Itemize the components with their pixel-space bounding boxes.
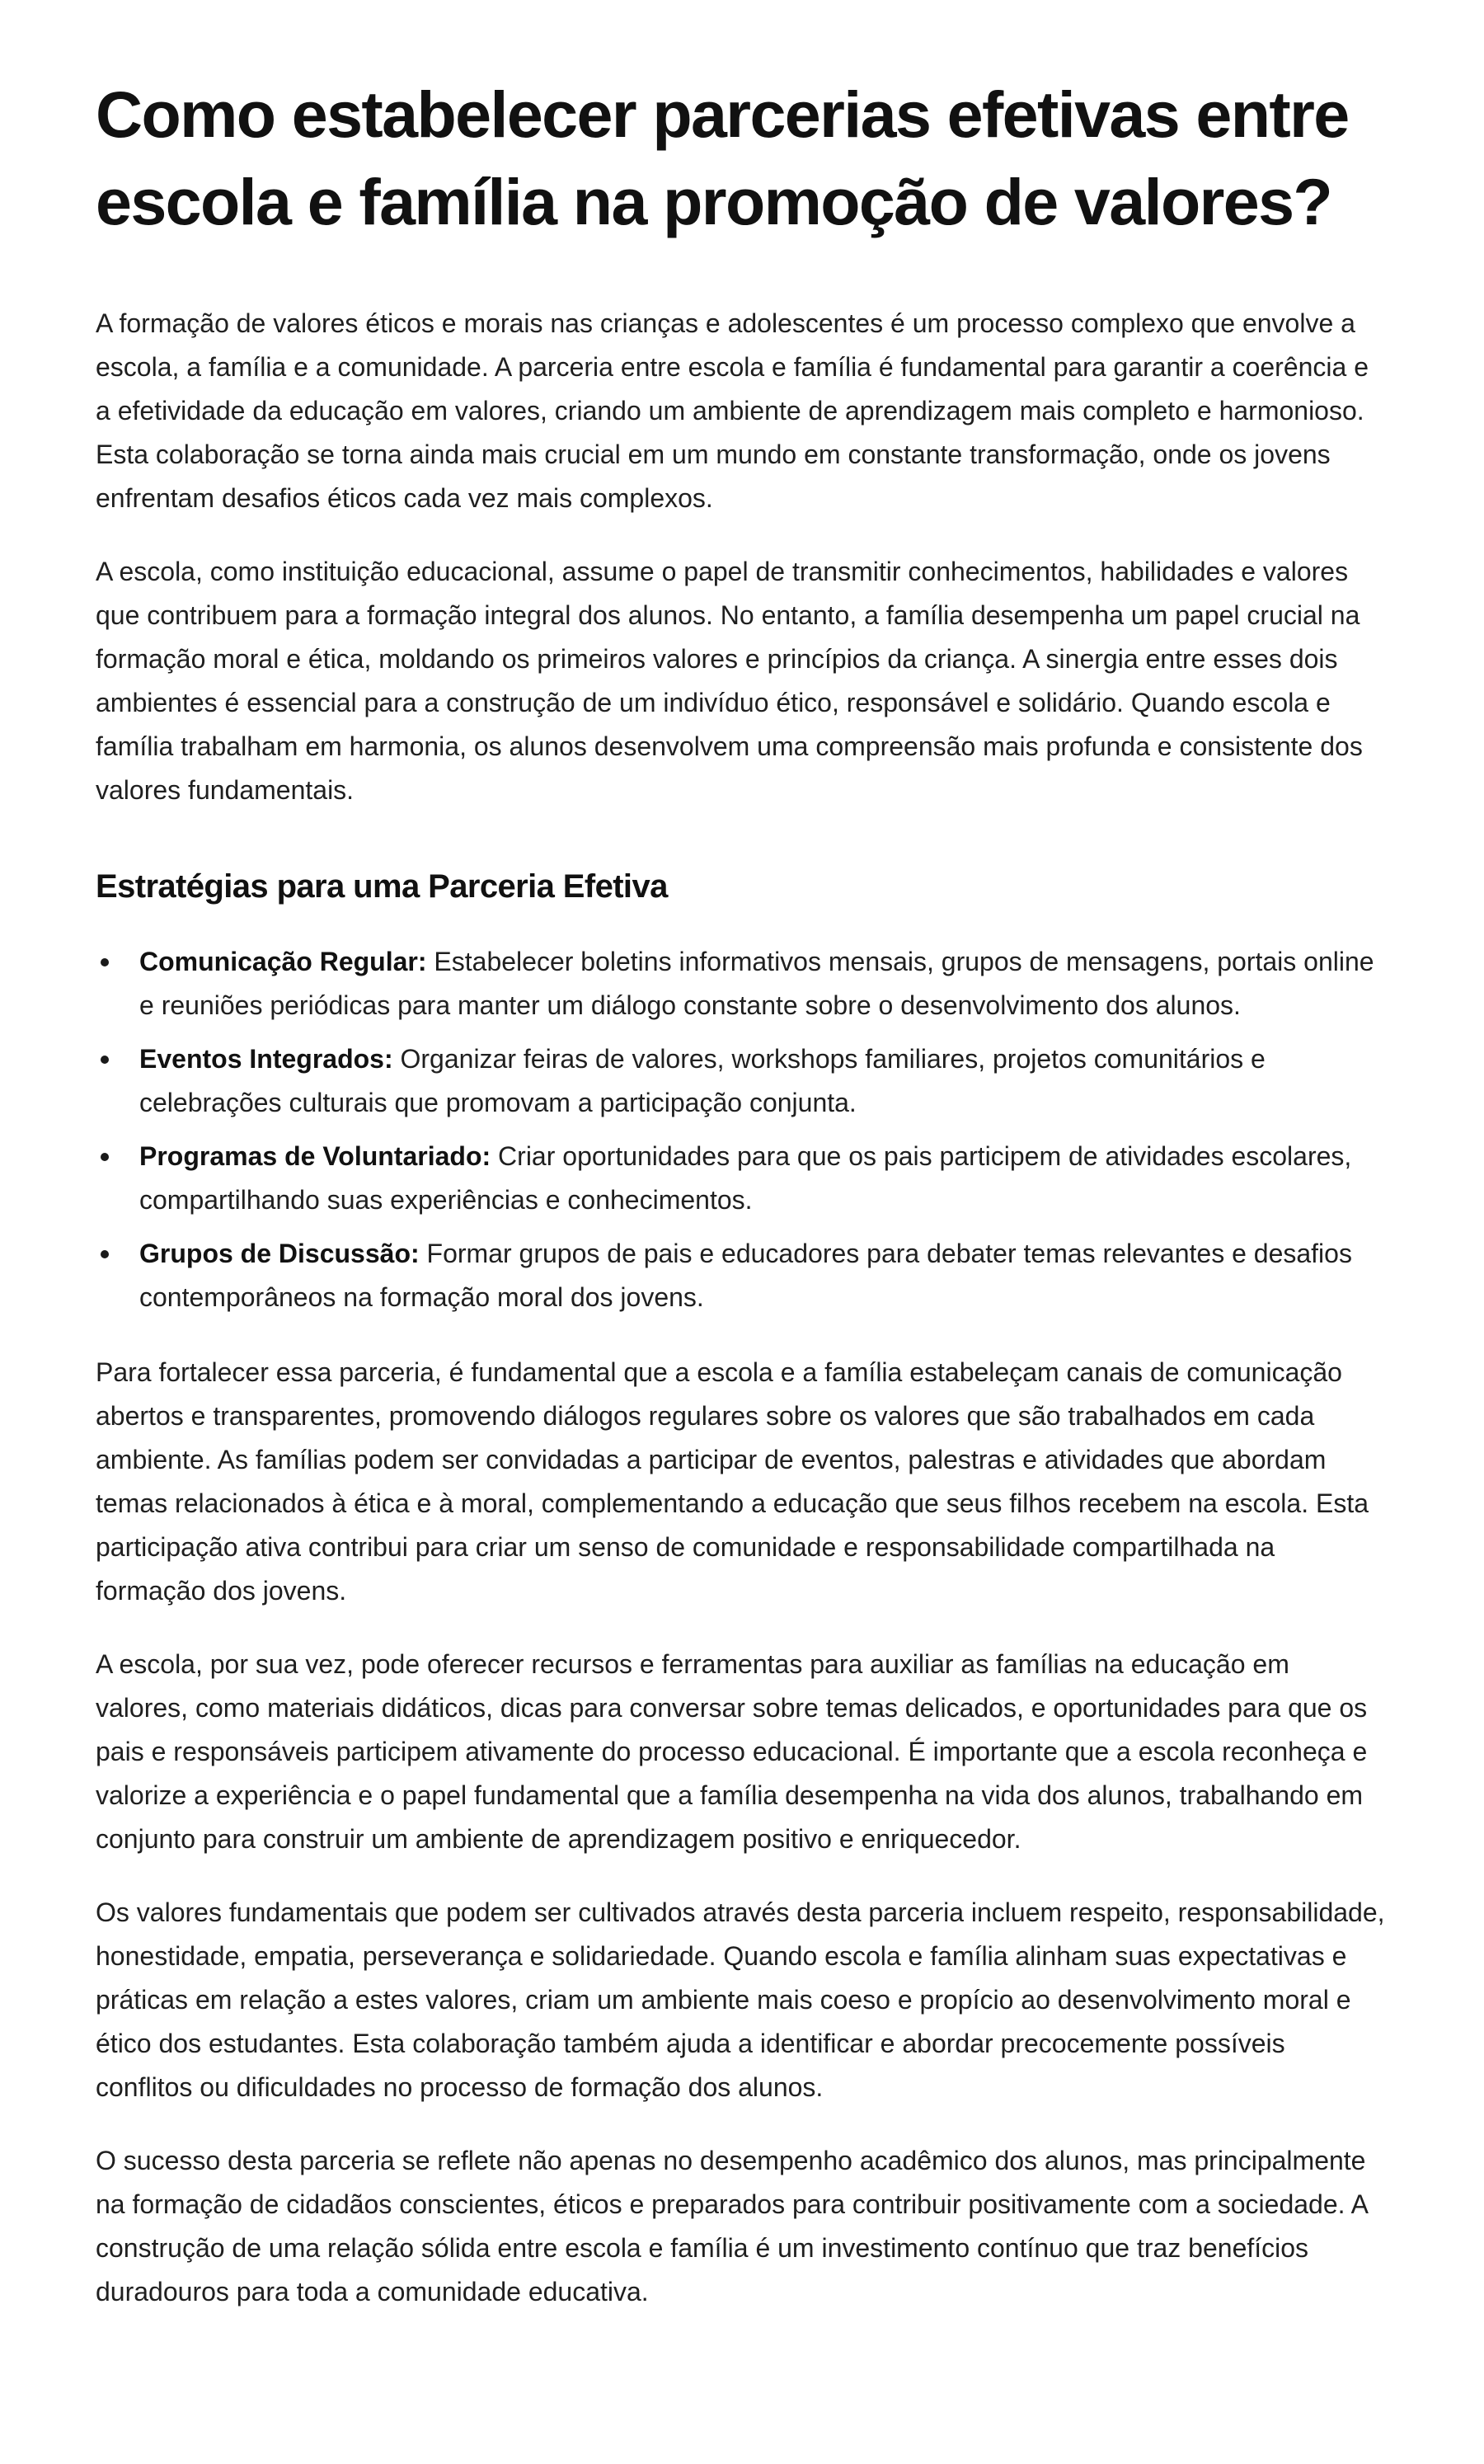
intro-paragraph-2: A escola, como instituição educacional, assume o papel de transmitir conhecimentos, habilidades e valores que contribuem para a formação integral dos alunos. No entanto, a família desempenha um papel crucial na formação moral e ética, moldando os primeiros valores e princípios da criança. A sinergia entre esses dois ambientes é essencial para a construção de um indivíduo ético, responsável e solidário. Quando escola e família trabalham em harmonia, os alunos desenvolvem uma compreensão mais profunda e consistente dos valores fundamentais. xyxy=(96,557,1363,805)
bullet-dot-icon xyxy=(101,1153,109,1161)
bullet-dot-icon xyxy=(101,958,109,966)
closing-paragraph-1: Para fortalecer essa parceria, é fundamental que a escola e a família estabeleçam canais de comunicação abertos e transparentes, promovendo diálogos regulares sobre os valores que são trabalhados em cada ambiente. As famílias podem ser convidadas a participar de eventos, palestras e atividades que abordam temas relacionados à ética e à moral, complementando a educação que seus filhos recebem na escola. Esta participação ativa contribui para criar um senso de comunidade e responsabilidade compartilhada na formação dos jovens. xyxy=(96,1357,1369,1606)
strategy-label: Eventos Integrados: xyxy=(139,1044,393,1074)
closing-paragraph-2: A escola, por sua vez, pode oferecer recursos e ferramentas para auxiliar as famílias na educação em valores, como materiais didáticos, dicas para conversar sobre temas delicados, e oportunidades para que os pais e responsáveis participem ativamente do processo educacional. É importante que a escola reconheça e valorize a experiência e o papel fundamental que a família desempenha na vida dos alunos, trabalhando em conjunto para construir um ambiente de aprendizagem positivo e enriquecedor. xyxy=(96,1649,1368,1854)
strategy-label: Grupos de Discussão: xyxy=(139,1239,420,1268)
article-title: Como estabelecer parcerias efetivas entre escola e família na promoção de valores? xyxy=(96,78,1349,238)
strategy-text: Estabelecer boletins informativos mensais, grupos de mensagens, portais online e reuniões periódicas para manter um diálogo constante sobre o desenvolvimento dos alunos. xyxy=(139,947,1374,1020)
closing-paragraph-3: Os valores fundamentais que podem ser cultivados através desta parceria incluem respeito, responsabilidade, honestidade, empatia, perseverança e solidariedade. Quando escola e família alinham suas expectativas e práticas em relação a estes valores, criam um ambiente mais coeso e propício ao desenvolvimento moral e ético dos estudantes. Esta colaboração também ajuda a identificar e abordar precocemente possíveis conflitos ou dificuldades no processo de formação dos alunos. xyxy=(96,1897,1385,2102)
closing-paragraph-4: O sucesso desta parceria se reflete não apenas no desempenho acadêmico dos alunos, mas principalmente na formação de cidadãos conscientes, éticos e preparados para contribuir positivamente com a sociedade. A construção de uma relação sólida entre escola e família é um investimento contínuo que traz benefícios duradouros para toda a comunidade educativa. xyxy=(96,2146,1368,2306)
strategy-list xyxy=(96,940,1388,1319)
strategy-label: Programas de Voluntariado: xyxy=(139,1141,491,1171)
strategy-item-volunteering xyxy=(96,1135,1388,1222)
strategy-text: Formar grupos de pais e educadores para debater temas relevantes e desafios contemporâneos na formação moral dos jovens. xyxy=(139,1239,1352,1312)
strategy-text: Criar oportunidades para que os pais participem de atividades escolares, compartilhando suas experiências e conhecimentos. xyxy=(139,1141,1352,1215)
strategy-label: Comunicação Regular: xyxy=(139,947,427,976)
bullet-dot-icon xyxy=(101,1250,109,1258)
intro-paragraph-1: A formação de valores éticos e morais nas crianças e adolescentes é um processo complexo que envolve a escola, a família e a comunidade. A parceria entre escola e família é fundamental para garantir a coerência e a efetividade da educação em valores, criando um ambiente de aprendizagem mais completo e harmonioso. Esta colaboração se torna ainda mais crucial em um mundo em constante transformação, onde os jovens enfrentam desafios éticos cada vez mais complexos. xyxy=(96,308,1369,513)
strategy-text: Organizar feiras de valores, workshops familiares, projetos comunitários e celebrações culturais que promovam a participação conjunta. xyxy=(139,1044,1266,1117)
section-heading: Estratégias para uma Parceria Efetiva xyxy=(96,868,668,905)
strategy-item-communication xyxy=(96,940,1388,1027)
strategy-item-discussion xyxy=(96,1232,1388,1319)
strategy-item-events xyxy=(96,1037,1388,1125)
bullet-dot-icon xyxy=(101,1056,109,1064)
